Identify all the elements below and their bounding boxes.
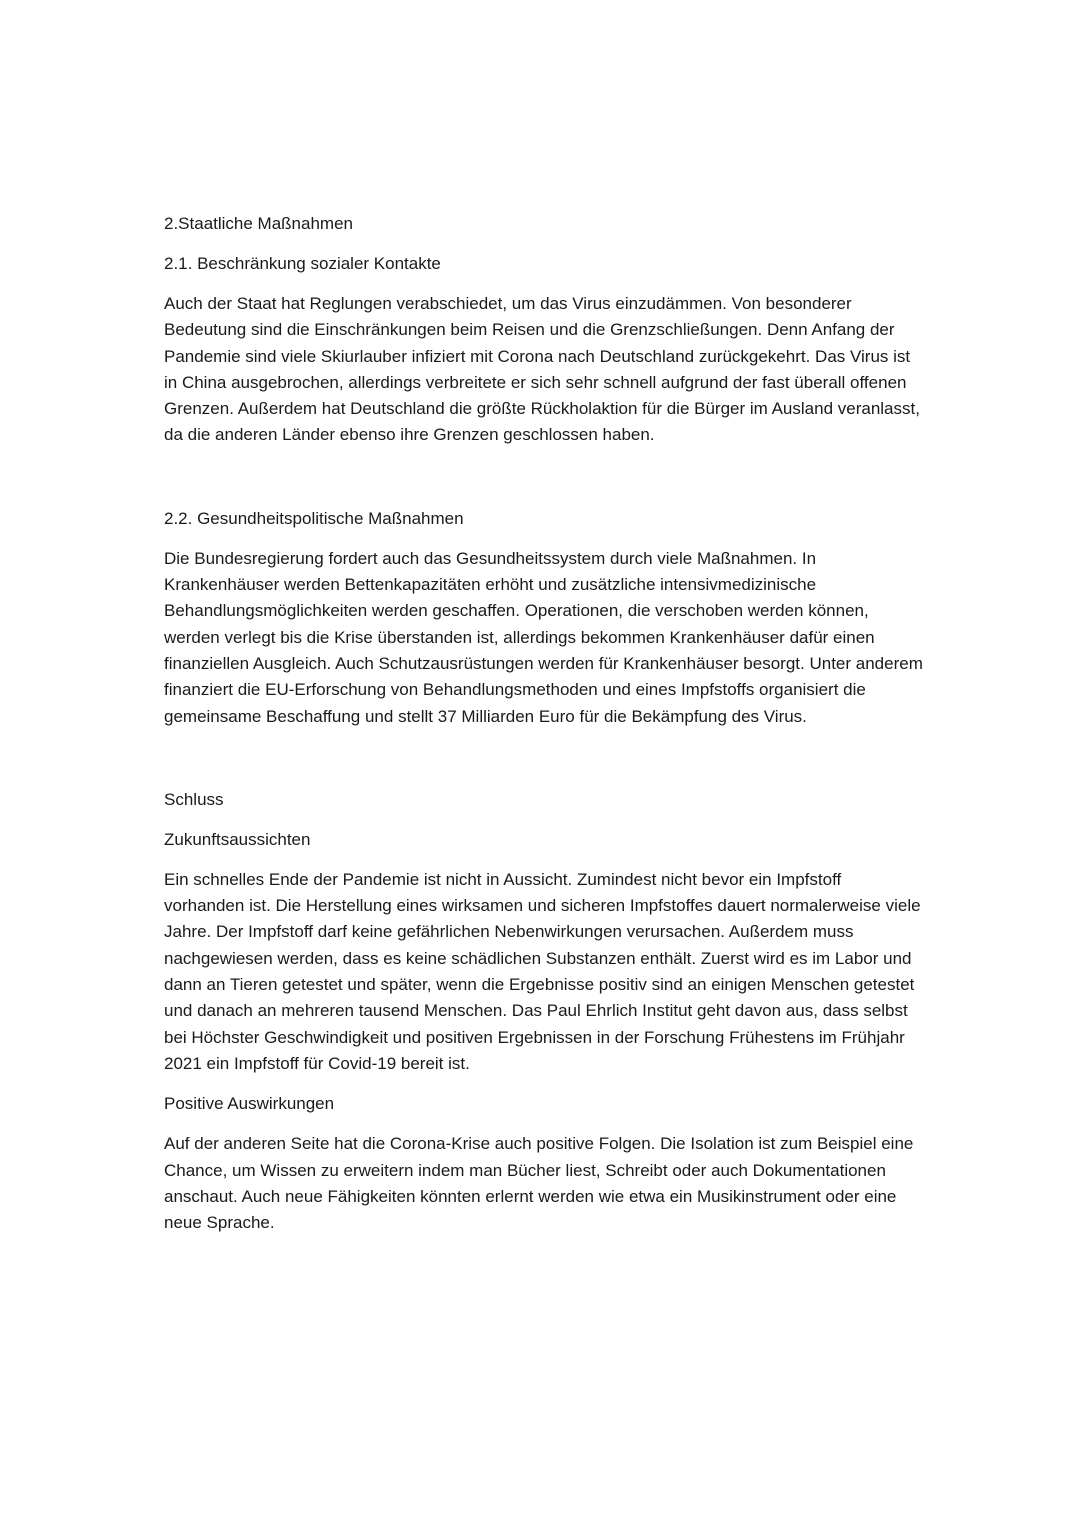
positive-effects-title: Positive Auswirkungen — [164, 1094, 335, 1114]
section-2-title: 2.Staatliche Maßnahmen — [164, 214, 353, 233]
conclusion-title: Schluss — [164, 789, 224, 809]
outlook-paragraph: Ein schnelles Ende der Pandemie ist nicht in Aussicht. Zumindest nicht bevor ein Impfstoff vorhanden ist. Die Herstellung eines wirksamen und sicheren Impfstoffes dauert normalerweise viele Jahre. Der Impfstoff darf keine gefährlichen Nebenwirkungen verursachen. Außerdem muss nachgewiesen werden, dass es keine schädlichen Substanzen enthält. Zuerst wird es im Labor und dann an Tieren getestet und später, wenn die Ergebnisse positiv sind an einigen Menschen getestet und danach an mehreren tausend Menschen. Das Paul Ehrlich Institut geht davon aus, dass selbst bei Höchster Geschwindigkeit und positiven Ergebnissen in der Forschung Frühestens im Frühjahr 2021 ein Impfstoff für Covid-19 bereit ist. — [164, 869, 921, 1073]
document-page — [164, 211, 924, 1236]
positive-effects-paragraph: Auf der anderen Seite hat die Corona-Krise auch positive Folgen. Die Isolation ist zum Beispiel eine Chance, um Wissen zu erweitern indem man Bücher liest, Schreibt oder auch Dokumentationen anschaut. Auch neue Fähigkeiten könnten erlernt werden wie etwa ein Musikinstrument oder eine neue Sprache. — [164, 1134, 914, 1233]
section-2-1-paragraph: Auch der Staat hat Reglungen verabschiedet, um das Virus einzudämmen. Von besonderer Bedeutung sind die Einschränkungen beim Reisen und die Grenzschließungen. Denn Anfang der Pandemie sind viele Skiurlauber infiziert mit Corona nach Deutschland zurückgekehrt. Das Virus ist in China ausgebrochen, allerdings verbreitete er sich sehr schnell aufgrund der fast überall offenen Grenzen. Außerdem hat Deutschland die größte Rückholaktion für die Bürger im Ausland veranlasst, da die anderen Länder ebenso ihre Grenzen geschlossen haben. — [164, 294, 920, 445]
section-2-1-title: 2.1. Beschränkung sozialer Kontakte — [164, 254, 441, 273]
section-2-2-title: 2.2. Gesundheitspolitische Maßnahmen — [164, 508, 464, 528]
section-2-2-paragraph: Die Bundesregierung fordert auch das Gesundheitssystem durch viele Maßnahmen. In Krankenhäuser werden Bettenkapazitäten erhöht und zusätzliche intensivmedizinische Behandlungsmöglichkeiten werden geschaffen. Operationen, die verschoben werden können, werden verlegt bis die Krise überstanden ist, allerdings bekommen Krankenhäuser dafür einen finanziellen Ausgleich. Auch Schutzausrüstungen werden für Krankenhäuser besorgt. Unter anderem finanziert die EU-Erforschung von Behandlungsmethoden und eines Impfstoffs organisiert die gemeinsame Beschaffung und stellt 37 Milliarden Euro für die Bekämpfung des Virus. — [164, 548, 923, 726]
outlook-title: Zukunftsaussichten — [164, 829, 311, 849]
